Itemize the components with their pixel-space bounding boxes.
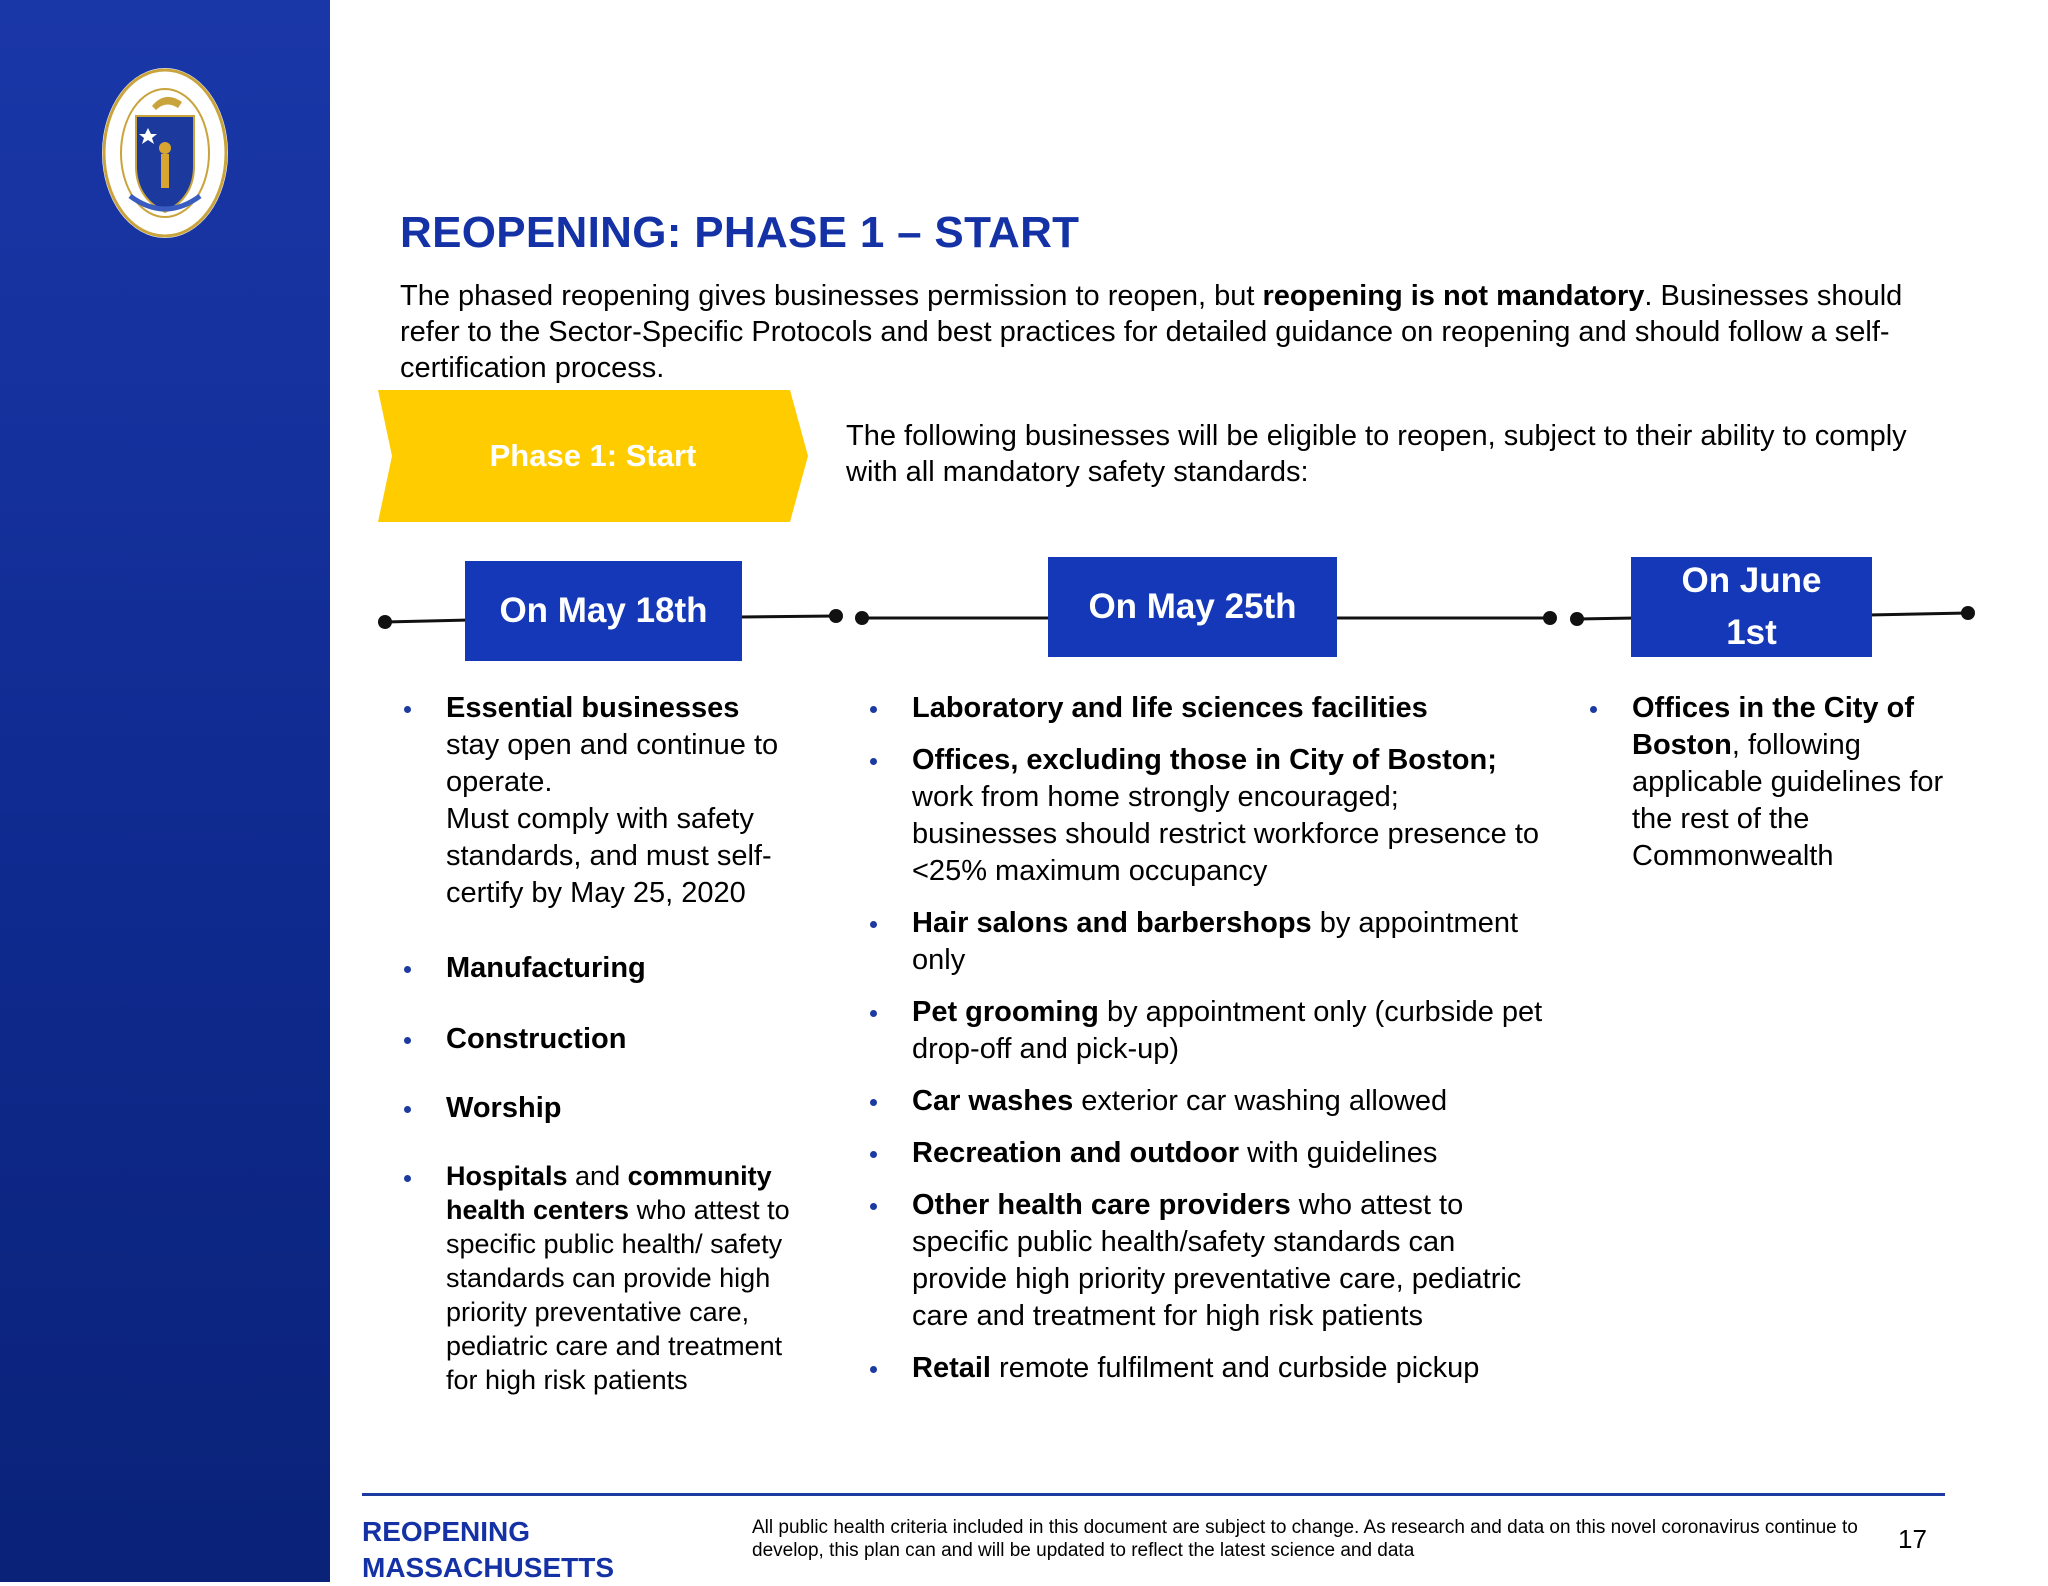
may-18-list xyxy=(400,690,800,1397)
phase-label: Phase 1: Start xyxy=(489,438,697,473)
list-item: Car washes exterior car washing allowed xyxy=(866,1083,1546,1120)
list-item: Hair salons and barbershops by appointment only xyxy=(866,905,1546,979)
list-item: Recreation and outdoor with guidelines xyxy=(866,1135,1546,1172)
date-may-18: On May 18th xyxy=(465,561,742,661)
footer-divider xyxy=(362,1493,1945,1496)
list-item: Offices in the City of Boston, following applicable guidelines for the rest of the Commonwealth xyxy=(1586,690,1956,875)
page-title: REOPENING: PHASE 1 – START xyxy=(400,208,1080,257)
date-may-25: On May 25th xyxy=(1048,557,1337,657)
list-item: Retail remote fulfilment and curbside pickup xyxy=(866,1350,1546,1387)
footer-brand: REOPENING MASSACHUSETTS xyxy=(362,1516,615,1583)
list-item: Pet grooming by appointment only (curbside pet drop-off and pick-up) xyxy=(866,994,1546,1068)
june-1-list xyxy=(1586,690,1956,875)
list-item: Hospitals and community health centers who attest to specific public health/ safety standards can provide high priority preventative care, pediatric care and treatment for high risk patients xyxy=(400,1159,800,1397)
date-june-1: On June 1st xyxy=(1631,557,1872,657)
eligibility-description: The following businesses will be eligible to reopen, subject to their ability to comply with all mandatory safety standards: xyxy=(846,420,1907,488)
intro-paragraph: The phased reopening gives businesses permission to reopen, but reopening is not mandatory. Businesses should refer to the Sector-Specific Protocols and best practices for detailed guidance on reopening and should follow a self-certification process. xyxy=(400,280,1903,384)
list-item: Manufacturing xyxy=(400,950,800,987)
list-item: Other health care providers who attest to specific public health/safety standards can provide high priority preventative care, pediatric care and treatment for high risk patients xyxy=(866,1187,1546,1335)
list-item: Essential businesses stay open and continue to operate. Must comply with safety standards, and must self-certify by May 25, 2020 xyxy=(400,690,800,912)
massachusetts-seal-icon xyxy=(100,66,230,240)
list-item: Construction xyxy=(400,1021,800,1058)
list-item: Laboratory and life sciences facilities xyxy=(866,690,1546,727)
page-number: 17 xyxy=(1898,1524,1927,1554)
may-25-list xyxy=(866,690,1546,1387)
list-item: Worship xyxy=(400,1090,800,1127)
list-item: Offices, excluding those in City of Boston; work from home strongly encouraged; businesses should restrict workforce presence to <25% maximum occupancy xyxy=(866,742,1546,890)
footer-disclaimer: All public health criteria included in this document are subject to change. As research and data on this novel coronavirus continue to develop, this plan can and will be updated to reflect the latest science and data xyxy=(752,1517,1858,1561)
